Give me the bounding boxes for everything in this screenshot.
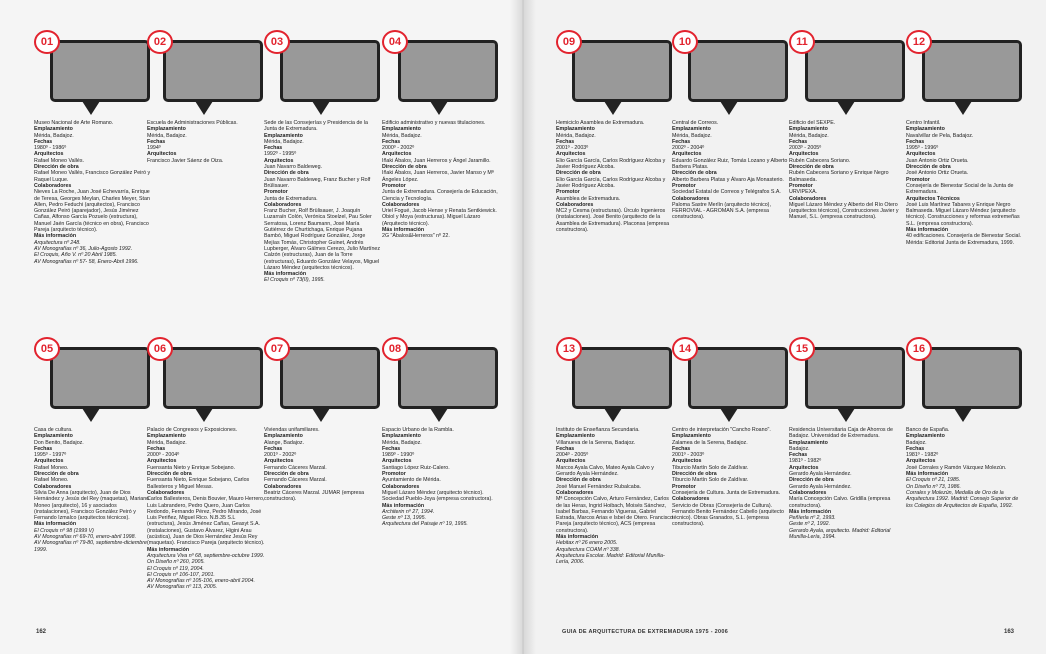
field-value: Edificio administrativo y nuevas titulaciones. <box>382 120 486 126</box>
building-photo <box>398 40 498 102</box>
field-value: Central de Correos. <box>672 120 719 126</box>
card-number-badge: 15 <box>789 337 815 361</box>
field-value: Escuela de Administraciones Públicas. <box>147 120 238 126</box>
field-value: Junta de Extremadura. <box>264 195 318 202</box>
field-label: Colaboradores <box>34 483 72 490</box>
field-value: El Croquis nº 73(II), 1995. <box>264 277 325 284</box>
field-value: Rubén Cabecera Soriano y Enrique Negro Balmaseda. <box>789 170 889 183</box>
field-label: Promotor <box>672 483 696 490</box>
field-value: Eduardo González Ruiz, Tomás Lozano y Alberto Barbera Platas. <box>672 157 788 171</box>
field-value: El Croquis nº 106-107, 2001. <box>147 571 215 578</box>
field-label: Más información <box>34 233 77 240</box>
field-value: 2001º - 2002º <box>264 452 297 459</box>
field-label: Emplazamiento <box>264 132 303 139</box>
card-description <box>147 120 265 164</box>
field-label: Arquitectos Técnicos <box>906 195 960 202</box>
field-value: Elio García García, Carlos Rodríguez Alcoba y Javier Rodríguez Alcoba. <box>556 176 666 189</box>
building-photo <box>805 347 905 409</box>
card-description <box>672 427 790 528</box>
field-value: Mérida, Badajoz. <box>147 439 187 446</box>
field-value: Arquitectura nº 248. <box>34 239 81 246</box>
card-description <box>264 120 382 284</box>
building-photo <box>163 347 263 409</box>
field-value: Corrales y Molezún, Medalla de Oro de la Arquitectura 1992. Madrid: Consejo Superior de los Colegios de Arquitectos de España, 1992. <box>906 489 1019 509</box>
field-label: Fechas <box>556 138 575 145</box>
field-label: Fechas <box>147 138 166 145</box>
card-description <box>556 120 674 233</box>
field-value: Rafael Moneo Vallés. <box>34 157 84 164</box>
field-value: Mérida, Badajoz. <box>789 132 829 139</box>
field-value: Paloma Sastre Merlín (arquitecto técnico), FERROVIAL - AGROMAN S.A. (empresa constructora). <box>672 201 771 221</box>
field-value: Consejería de Bienestar Social de la Junta de Extremadura. <box>906 182 1014 196</box>
field-label: Arquitectos <box>789 464 819 471</box>
card-number-badge: 10 <box>672 30 698 54</box>
field-label: Dirección de obra <box>672 471 717 478</box>
speech-bubble-tail <box>195 101 213 115</box>
field-value: 2000º - 2002º <box>382 145 415 152</box>
field-label: Emplazamiento <box>264 433 303 440</box>
card-number-badge: 08 <box>382 337 408 361</box>
field-value: Mérida, Badajoz. <box>382 132 422 139</box>
card-number-badge: 14 <box>672 337 698 361</box>
field-label: Más información <box>264 271 307 278</box>
speech-bubble-tail <box>312 408 330 422</box>
field-value: Mérida, Badajoz. <box>556 132 596 139</box>
field-value: Residencia Universitaria Caja de Ahorros de Badajoz. Universidad de Extremadura. <box>789 427 893 440</box>
field-value: El Croquis nº 119, 2004. <box>147 565 204 572</box>
field-label: Fechas <box>789 452 808 459</box>
field-label: Promotor <box>672 182 696 189</box>
field-value: María Concepción Calvo. Gridilla (empresa constructora). <box>789 496 891 509</box>
building-photo <box>163 40 263 102</box>
field-value: Arquitectura Escolar. Madrid: Editorial Munilla-Lería, 2006. <box>556 552 665 566</box>
field-value: Geste nº 2, 1992. <box>789 521 831 528</box>
field-value: Villanueva de la Serena, Badajoz. <box>556 439 636 446</box>
field-label: Colaboradores <box>382 201 420 208</box>
field-label: Colaboradores <box>147 489 185 496</box>
field-value: Rafael Moneo Vallés, Francisco González Peiró y Raquel Luque. <box>34 170 151 183</box>
field-label: Más información <box>382 227 425 234</box>
field-value: Uriel Fogué, Jacob Hense y Renata Sentkiewick. Obiol y Moya (estructuras). Miguel Lázaro (Arquitecto técnico). <box>382 208 497 227</box>
speech-bubble-tail <box>604 101 622 115</box>
card-number-badge: 01 <box>34 30 60 54</box>
field-label: Fechas <box>34 138 53 145</box>
field-label: Emplazamiento <box>556 433 595 440</box>
speech-bubble-tail <box>195 408 213 422</box>
building-photo <box>280 347 380 409</box>
field-value: Francisco Javier Sáenz de Oiza. <box>147 157 224 164</box>
field-value: Marcos Ayala Calvo, Mateo Ayala Calvo y Gerardo Ayala Hernández. <box>556 464 654 478</box>
speech-bubble-tail <box>837 101 855 115</box>
field-label: Promotor <box>556 189 580 196</box>
field-value: Miguel Lázaro Méndez y Alberto del Río Otero (arquitectos técnicos), Construcciones Javier y Manuel, S.L. (empresa constructora). <box>789 201 899 221</box>
speech-bubble-tail <box>954 408 972 422</box>
field-value: Iñaki Ábalos, Juan Herreros y Ángel Jaramillo. <box>382 157 491 164</box>
card-description <box>906 120 1024 246</box>
field-label: Arquitectos <box>34 458 64 465</box>
field-value: Beatriz Cáceres Marzal. JUMAR (empresa constructora). <box>264 489 365 503</box>
field-value: 2001º - 2003º <box>672 452 705 459</box>
field-value: Fuensanta Nieto, Enrique Sobejano, Carlos Ballesteros y Miguel Mesas. <box>147 477 250 490</box>
field-value: Badajoz. <box>789 445 810 452</box>
card-description <box>382 120 500 240</box>
field-value: Museo Nacional de Arte Romano. <box>34 120 114 126</box>
field-value: AV Monografías nº 69-70, enero-abril 1998. <box>34 534 137 541</box>
card-number-badge: 13 <box>556 337 582 361</box>
field-label: Emplazamiento <box>672 433 711 440</box>
field-value: Alange, Badajoz. <box>264 439 305 446</box>
field-value: Hemiciclo Asamblea de Extremadura. <box>556 120 645 126</box>
field-value: Arquitectura Viva nº 68, septiembre-octubre 1999. <box>147 552 265 559</box>
field-label: Fechas <box>147 445 166 452</box>
field-label: Promotor <box>906 176 930 183</box>
field-value: AV Monografías nº 105-106, enero-abril 2004. <box>147 578 255 585</box>
field-label: Arquitectos <box>906 151 936 158</box>
field-value: Mª Concepción Calvo, Arturo Fernández, Carlos de las Heras, Ingrid Hoibach, Moisés Sánchez, Isabel Barbas, Fernando Vigueras, Gabriel Estrada, Marcos Arias e Isbel de Otero. Francisco Pareja (arquitecto técnico), ACS (empresa constructora). <box>556 496 673 534</box>
field-value: Fernando Cáceres Marzal. <box>264 464 327 471</box>
field-value: Tiburcio Martín Solo de Zaldívar. <box>672 464 749 471</box>
field-label: Fechas <box>672 138 691 145</box>
field-label: Dirección de obra <box>382 164 427 171</box>
field-label: Arquitectos <box>906 458 936 465</box>
field-label: Emplazamiento <box>789 126 828 133</box>
field-label: Emplazamiento <box>382 126 421 133</box>
field-label: Arquitectos <box>789 151 819 158</box>
field-value: 2002º - 2004º <box>672 145 705 152</box>
field-value: 1981º - 1982º <box>906 452 939 459</box>
field-label: Dirección de obra <box>34 164 79 171</box>
card-description <box>789 427 907 540</box>
field-value: Don Benito, Badajoz. <box>34 439 84 446</box>
field-value: Alberto Barbera Platas y Álvaro Aja Monasterio. <box>672 176 784 183</box>
building-photo <box>50 40 150 102</box>
building-photo <box>398 347 498 409</box>
field-value: Instituto de Enseñanza Secundaria. <box>556 427 640 433</box>
field-label: Más información <box>906 227 949 234</box>
field-value: Mérida, Badajoz. <box>264 138 304 145</box>
card-number-badge: 12 <box>906 30 932 54</box>
card-number-badge: 11 <box>789 30 815 54</box>
field-value: Centro Infantil. <box>906 120 941 126</box>
field-label: Emplazamiento <box>906 433 945 440</box>
field-label: Dirección de obra <box>789 164 834 171</box>
field-value: AV Monografías nº 79-80, septiembre-diciembre 1999. <box>34 540 147 553</box>
speech-bubble-tail <box>604 408 622 422</box>
field-label: Dirección de obra <box>34 471 79 478</box>
field-value: Nieves La Roche, Juan José Echevarría, Enrique de Teresa, Georges Meylan, Charles Meyer, Stan Allen, Pedro Feduchi (arquitectos), Francisco González Peiró (aparejador), Jesús Jiménez Cañas, Alfonso García Pozuelo (estructura), Manuel Jaén García (técnico en obra), Francisco Pareja (arquitecto técnico). <box>34 189 150 234</box>
field-label: Más información <box>34 521 77 528</box>
field-value: Juan Antonio Ortiz Orueta. <box>906 157 969 164</box>
field-label: Fechas <box>382 138 401 145</box>
field-label: Promotor <box>382 182 406 189</box>
field-label: Arquitectos <box>672 458 702 465</box>
field-label: Colaboradores <box>556 489 594 496</box>
field-value: Mérida, Badajoz. <box>672 132 712 139</box>
field-label: Emplazamiento <box>906 126 945 133</box>
speech-bubble-tail <box>954 101 972 115</box>
field-value: Fernando Cáceres Marzal. <box>264 477 327 484</box>
page-gutter <box>510 0 536 654</box>
field-label: Dirección de obra <box>906 164 951 171</box>
field-value: Tiburcio Martín Solo de Zaldívar. <box>672 477 749 484</box>
card-description <box>672 120 790 221</box>
field-label: Más información <box>906 471 949 478</box>
field-value: Badajoz. <box>906 439 927 446</box>
field-value: Gerardo Ayala, arquitecto. Madrid: Editorial Munilla-Lería, 1994. <box>789 527 891 541</box>
field-value: 2004º - 2005º <box>556 452 589 459</box>
field-label: Dirección de obra <box>556 477 601 484</box>
card-description <box>34 120 152 265</box>
field-label: Emplazamiento <box>34 126 73 133</box>
field-value: Fuensanta Nieto y Enrique Sobejano. <box>147 464 236 471</box>
field-value: Gerardo Ayala Hernández. <box>789 471 852 478</box>
building-photo <box>572 347 672 409</box>
field-value: 1994º <box>147 145 161 152</box>
field-value: 1995º - 1997º <box>34 452 67 459</box>
field-value: Consejería de Cultura. Junta de Extremadura. <box>672 489 781 496</box>
building-photo <box>50 347 150 409</box>
card-number-badge: 07 <box>264 337 290 361</box>
field-value: Mérida, Badajoz. <box>382 439 422 446</box>
building-photo <box>922 40 1022 102</box>
field-label: Emplazamiento <box>34 433 73 440</box>
speech-bubble-tail <box>312 101 330 115</box>
field-value: 2G "Ábalos&Herreros" nº 22. <box>382 233 450 240</box>
field-value: AV Monografías nº 36, Julio-Agosto 1992. <box>34 245 133 252</box>
field-label: Más información <box>147 546 190 553</box>
field-value: Arquitectura COAM nº 338. <box>556 546 621 553</box>
card-description <box>906 427 1024 509</box>
field-label: Colaboradores <box>264 483 302 490</box>
field-value: Ayuntamiento de Mérida. <box>382 477 441 484</box>
speech-bubble-tail <box>837 408 855 422</box>
field-value: José Corrales y Ramón Vázquez Molezún. <box>906 464 1007 471</box>
field-value: Centro de interpretación "Cancho Roano". <box>672 427 771 433</box>
field-value: Sociedad Estatal de Correos y Telégrafos S.A. <box>672 189 781 196</box>
field-value: Sede de las Consejerías y Presidencia de la Junta de Extremadura. <box>264 120 368 133</box>
card-description <box>789 120 907 221</box>
card-number-badge: 05 <box>34 337 60 361</box>
card-description <box>34 427 152 553</box>
card-description <box>556 427 674 566</box>
field-label: Emplazamiento <box>672 126 711 133</box>
field-value: Rafael Moneo. <box>34 464 69 471</box>
field-label: Arquitectos <box>382 151 412 158</box>
field-label: Arquitectos <box>264 157 294 164</box>
field-label: Fechas <box>382 445 401 452</box>
field-label: Arquitectos <box>147 458 177 465</box>
field-value: José Manuel Fernández Rubalcaba. <box>556 483 642 490</box>
speech-bubble-tail <box>82 101 100 115</box>
field-value: El Croquis nº 98 (1999 V) <box>34 527 94 534</box>
field-value: Rubén Cabecera Soriano. <box>789 157 851 164</box>
field-value: Mérida, Badajoz. <box>34 132 74 139</box>
field-value: Zalamea de la Serena, Badajoz. <box>672 439 748 446</box>
field-label: Arquitectos <box>147 151 177 158</box>
field-label: Colaboradores <box>264 201 302 208</box>
right-page-number: 163 <box>1004 629 1015 635</box>
field-label: Colaboradores <box>556 201 594 208</box>
field-label: Colaboradores <box>34 182 72 189</box>
field-label: Dirección de obra <box>147 471 192 478</box>
field-value: Casa de cultura. <box>34 427 73 433</box>
field-label: Dirección de obra <box>789 477 834 484</box>
field-value: 1995º - 1996º <box>906 145 939 152</box>
card-number-badge: 09 <box>556 30 582 54</box>
building-photo <box>805 40 905 102</box>
card-number-badge: 06 <box>147 337 173 361</box>
field-label: Arquitectos <box>264 458 294 465</box>
field-value: 2001º - 2003º <box>556 145 589 152</box>
field-label: Emplazamiento <box>556 126 595 133</box>
field-value: AV Monografías nº 113, 2005. <box>147 584 218 591</box>
field-label: Fechas <box>264 145 283 152</box>
field-value: Navalvillar de Pela, Badajoz. <box>906 132 974 139</box>
card-number-badge: 16 <box>906 337 932 361</box>
card-description <box>147 427 265 591</box>
field-label: Fechas <box>906 445 925 452</box>
field-value: Mérida, Badajoz. <box>147 132 187 139</box>
field-value: 1992º - 1995º <box>264 151 297 158</box>
field-value: Rafael Moneo. <box>34 477 69 484</box>
field-value: El Croquis, Año V. nº 20 Abril 1985. <box>34 252 118 259</box>
field-label: Arquitectos <box>382 458 412 465</box>
field-value: Iñaki Ábalos, Juan Herreros, Javier Manso y Mª Ángeles López. <box>382 170 494 183</box>
field-label: Fechas <box>556 445 575 452</box>
field-label: Emplazamiento <box>147 433 186 440</box>
field-label: Promotor <box>789 182 813 189</box>
field-label: Fechas <box>264 445 283 452</box>
field-value: Servicio de Obras (Consejería de Cultura). Fernando Benito Fernández Cabello (arquitecto técnico). Obras Granados, S.L. (empresa constructora). <box>672 502 784 528</box>
field-value: Hebitax nº 26 enero 2005. <box>556 540 618 547</box>
field-value: Viviendas unifamiliares. <box>264 427 320 433</box>
building-photo <box>688 40 788 102</box>
field-value: Elio García García, Carlos Rodríguez Alcoba y Javier Rodríguez Alcoba. <box>556 157 666 171</box>
field-label: Emplazamiento <box>789 439 828 446</box>
field-label: Dirección de obra <box>264 170 309 177</box>
field-value: Asamblea de Extremadura. <box>556 195 621 202</box>
field-label: Colaboradores <box>672 496 710 503</box>
field-value: Architerin nº 27, 1994. <box>382 508 435 515</box>
field-value: 1989º - 1990º <box>382 452 415 459</box>
field-value: Santiago López Ruiz-Calero. <box>382 464 450 471</box>
building-photo <box>922 347 1022 409</box>
field-value: Juan Navarro Baldeweg. <box>264 164 323 171</box>
field-label: Más información <box>789 508 832 515</box>
field-label: Más información <box>382 502 425 509</box>
speech-bubble-tail <box>720 408 738 422</box>
field-label: Fechas <box>672 445 691 452</box>
field-label: Fechas <box>906 138 925 145</box>
field-label: Colaboradores <box>789 195 827 202</box>
field-value: Espacio Urbano de la Rambla. <box>382 427 454 433</box>
speech-bubble-tail <box>430 408 448 422</box>
speech-bubble-tail <box>720 101 738 115</box>
card-number-badge: 02 <box>147 30 173 54</box>
field-value: Arquitectura del Paisaje nº 19, 1995. <box>382 521 468 528</box>
building-photo <box>688 347 788 409</box>
field-label: Arquitectos <box>556 151 586 158</box>
field-label: Arquitectos <box>556 458 586 465</box>
field-value: Franz Bucher, Rolf Brülisauer, J. Joaquín Luzarraín Colón, Verónica Stoelzel, Pau Soler Serratosa, Lorenz Baumann, José María Gutiérrez de Churtichaga, Enrique Pujana Bambó, Miguel Rodríguez González, Jorge Mejías Tomás, Christopher Guinet, Andrés Lupberger, Álvaro Gálmes Cerezo, Julio Martínez Calzón (estructuras), Juan de la Torre (estructuras), Eduardo González Velayos, Miguel Lázaro Méndez (arquitectos técnicos). <box>264 208 380 271</box>
field-value: 2003º - 2005º <box>789 145 822 152</box>
building-photo <box>280 40 380 102</box>
field-label: Fechas <box>34 445 53 452</box>
field-label: Promotor <box>264 189 288 196</box>
field-value: AV Monografías nº 57- 58, Enero-Abril 1996. <box>34 258 139 265</box>
field-value: Junta de Extremadura. Consejería de Educación, Ciencia y Tecnología. <box>382 189 498 202</box>
field-label: Colaboradores <box>789 489 827 496</box>
field-value: Banco de España. <box>906 427 950 433</box>
field-value: On Diseño nº 73, 1986. <box>906 483 961 490</box>
card-number-badge: 03 <box>264 30 290 54</box>
field-value: Silvia De Anna (arquitecto), Juan de Dios Hernández y Jesús del Rey (maquetas), Mariano Moneo (arquitecto), 16 y asociados (instalaciones), Francisco González Peiró y Fernando Izmalco (arquitectos técnicos). <box>34 489 150 522</box>
field-value: Palacio de Congresos y Exposiciones. <box>147 427 238 433</box>
field-value: On Diseño nº 260, 2005. <box>147 559 205 566</box>
field-value: MC2 y Cesma (estructuras). Úrculo Ingenieros (instalaciones). José Benito (arquitecto de la Asamblea de Extremadura). Placonsa (empresa constructora). <box>556 208 670 234</box>
field-value: Edificio del SEXPE. <box>789 120 836 126</box>
left-page-number: 162 <box>36 629 47 635</box>
field-value: Juan Navarro Baldeweg, Franz Bucher y Rolf Brülisauer. <box>264 176 371 189</box>
field-label: Arquitectos <box>34 151 64 158</box>
field-label: Dirección de obra <box>556 170 601 177</box>
field-label: Dirección de obra <box>672 170 717 177</box>
card-description <box>382 427 500 528</box>
field-value: 2000º - 2004º <box>147 452 180 459</box>
field-value: Peñíerla nº 2, 1993. <box>789 515 836 522</box>
field-value: 1980º - 1986º <box>34 145 67 152</box>
field-value: Gerardo Ayala Hernández. <box>789 483 852 490</box>
field-value: URVIPEXA. <box>789 189 818 196</box>
field-value: José Antonio Ortiz Orueta. <box>906 170 969 177</box>
right-footer-title: GUIA DE ARQUITECTURA DE EXTREMADURA 1975 - 2006 <box>562 629 729 635</box>
field-label: Emplazamiento <box>147 126 186 133</box>
field-label: Arquitectos <box>672 151 702 158</box>
field-value: Miguel Lázaro Méndez (arquitecto técnico). Sociedad Pueblo-Joya (empresa constructora). <box>382 489 493 503</box>
field-value: Geste nº 13, 1995. <box>382 515 427 522</box>
field-label: Colaboradores <box>382 483 420 490</box>
field-label: Promotor <box>382 471 406 478</box>
field-value: 40 edificaciones. Consejería de Bienestar Social. Mérida: Editorial Junta de Extremadura, 1999. <box>906 233 1022 246</box>
field-value: José Luis Martínez Tabares y Enrique Negro Balmaseda. Miguel Lázaro Méndez (arquitecto técnico). Construcciones y reformas extremeñas S.L. (empresa constructora). <box>906 201 1020 227</box>
field-value: Carlos Ballesteros, Denis Bouvier, Mauro Herrero, Luis Labrandero, Pedro Quero, Juan Carlos Redondo, Fernando Pérez, Pedro Mirando, José Luis Periñez, Miguel Rico. N.B.35 S.L (estructura), Jesús Jiménez Cañas, Geasyt S.A. (instalaciones), Gustavo Álvarez, Higini Arau (acústica), Juan de Dios Hernández Jesús Rey (maquetas). Francisco Pareja (arquitecto técnico). <box>147 496 265 547</box>
speech-bubble-tail <box>430 101 448 115</box>
field-label: Más información <box>556 534 599 541</box>
field-value: El Croquis nº 21, 1985. <box>906 477 961 484</box>
field-value: 1981º - 1982º <box>789 458 822 465</box>
card-description <box>264 427 382 503</box>
field-label: Dirección de obra <box>264 471 309 478</box>
building-photo <box>572 40 672 102</box>
field-label: Colaboradores <box>672 195 710 202</box>
speech-bubble-tail <box>82 408 100 422</box>
card-number-badge: 04 <box>382 30 408 54</box>
field-label: Fechas <box>789 138 808 145</box>
field-label: Emplazamiento <box>382 433 421 440</box>
